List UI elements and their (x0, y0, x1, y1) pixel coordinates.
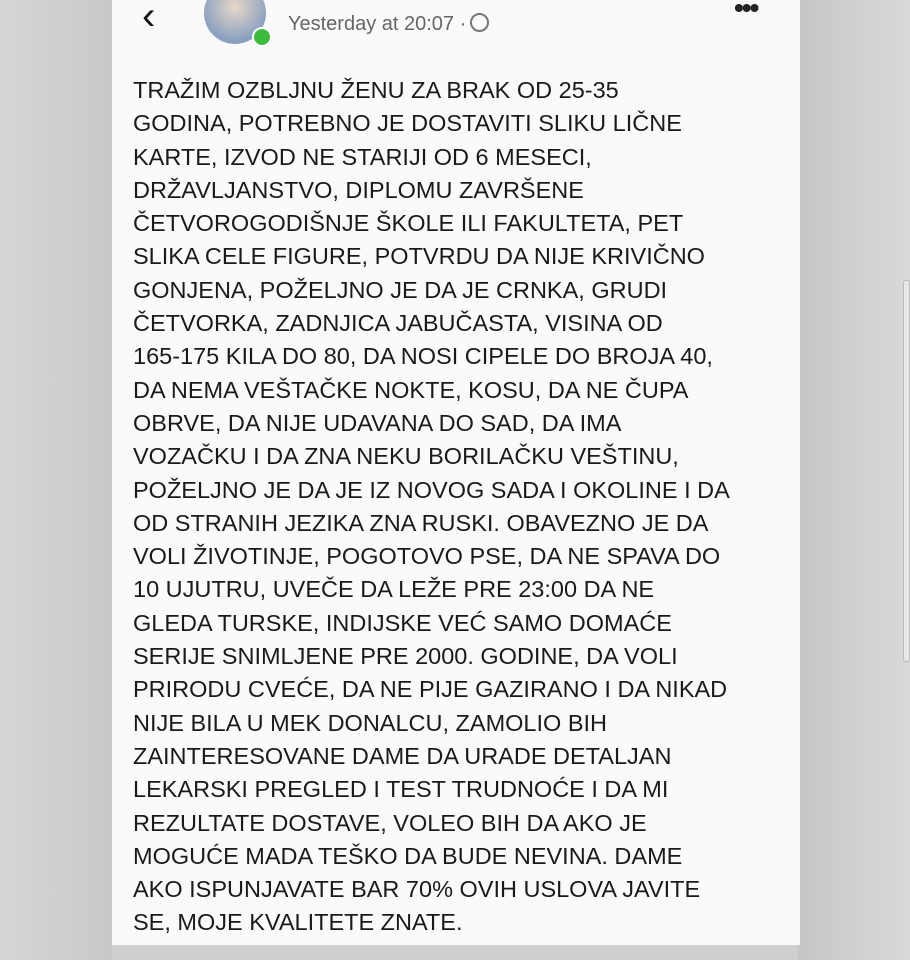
post-text: TRAŽIM OZBLJNU ŽENU ZA BRAK OD 25-35 GODINA, POTREBNO JE DOSTAVITI SLIKU LIČNE KARTE, IZVOD NE STARIJI OD 6 MESECI, DRŽAVLJANSTVO, DIPLOMU ZAVRŠENE ČETVOROGODIŠNJE ŠKOLE ILI FAKULTETA, PET SLIKA CELE FIGURE, POTVRDU DA NIJE KRIVIČNO GONJENA, POŽELJNO JE DA JE CRNKA, GRUDI ČETVORKA, ZADNJICA JABUČASTA, VISINA OD 165-175 KILA DO 80, DA NOSI CIPELE DO BROJA 40, DA NEMA VEŠTAČKE NOKTE, KOSU, DA NE ČUPA OBRVE, DA NIJE UDAVANA DO SAD, DA IMA VOZAČKU I DA ZNA NEKU BORILAČKU VEŠTINU, POŽELJNO JE DA JE IZ NOVOG SADA I OKOLINE I DA OD STRANIH JEZIKA ZNA RUSKI. OBAVEZNO JE DA VOLI ŽIVOTINJE, POGOTOVO PSE, DA NE SPAVA DO 10 UJUTRU, UVEČE DA LEŽE PRE 23:00 DA NE GLEDA TURSKE, INDIJSKE VEĆ SAMO DOMAĆE SERIJE SNIMLJENE PRE 2000. GODINE, DA VOLI PRIRODU CVEĆE, DA NE PIJE GAZIRANO I DA NIKAD NIJE BILA U MEK DONALCU, ZAMOLIO BIH ZAINTERESOVANE DAME DA URADE DETALJAN LEKARSKI PREGLED I TEST TRUDNOĆE I DA MI REZULTATE DOSTAVE, VOLEO BIH DA AKO JE MOGUĆE MADA TEŠKO DA BUDE NEVINA. DAME AKO ISPUNJAVATE BAR 70% OVIH USLOVA JAVITE SE, MOJE KVALITETE ZNATE. (133, 77, 730, 936)
online-status-icon (252, 27, 272, 47)
scrollbar[interactable] (903, 280, 910, 662)
chevron-left-icon[interactable]: ‹ (142, 0, 156, 38)
post-timestamp[interactable] (288, 13, 489, 36)
facebook-post-card (112, 0, 800, 945)
more-icon[interactable]: ••• (734, 0, 758, 23)
blurred-background-right (798, 0, 910, 960)
blurred-background-left (0, 0, 112, 960)
globe-icon (470, 13, 489, 32)
timestamp-text: Yesterday at 20:07 · (288, 13, 467, 35)
